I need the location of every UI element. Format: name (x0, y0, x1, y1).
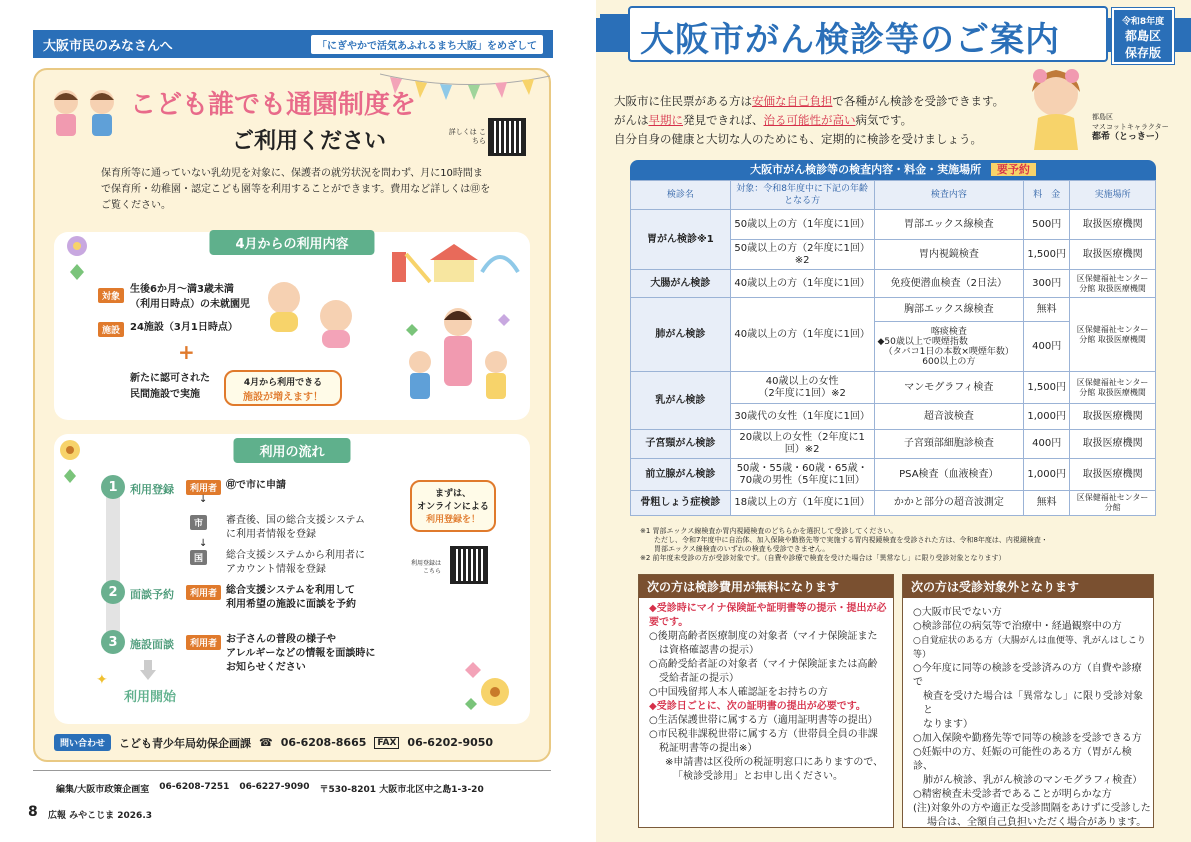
target-text-1: 生後6か月～満3歳未満 (130, 284, 234, 295)
intro-2c: 発見できれば、 (683, 113, 764, 127)
prostate-target-1: 50歳・55歳・60歳・65歳・ (736, 462, 868, 474)
usage-section-title: 4月からの利用内容 (209, 230, 374, 255)
year-badge (1112, 8, 1174, 64)
step-3-label: 施設面談 (130, 638, 174, 651)
sunflower-icon (56, 436, 86, 486)
bone-price: 無料 (1024, 491, 1070, 516)
flow-track (106, 486, 120, 646)
facility-tag: 施設 (98, 322, 124, 337)
free-heading-1: ◆受診時にマイナ保険証や証明書等の提示・提出が必要です。 (649, 603, 887, 628)
step-1-number: 1 (101, 475, 125, 499)
nursery-title-2: ご利用ください (232, 129, 387, 154)
flowers-decoration (455, 650, 525, 720)
cervix-name: 子宮頸がん検診 (631, 430, 731, 459)
stomach-target-2: 50歳以上の方（2年度に1回）※2 (730, 240, 874, 270)
qr-code[interactable] (488, 118, 526, 156)
colon-price: 300円 (1024, 270, 1070, 298)
free-item-5b: 税証明書等の提出※） (659, 743, 758, 754)
colon-name: 大腸がん検診 (631, 270, 731, 298)
step-2-label: 面談予約 (130, 588, 174, 601)
gov-text-1: 総合支援システムから利用者に (226, 550, 365, 561)
prostate-place: 取扱医療機関 (1070, 459, 1156, 491)
left-header-slogan: 「にぎやかで活気あふれるまち大阪」をめざして (311, 35, 543, 54)
excluded-box (902, 574, 1154, 828)
new-facility-text-1: 新たに認可された (130, 373, 210, 384)
lung-place: 区保健福祉センター分館 取扱医療機関 (1070, 298, 1156, 372)
stomach-target-1: 50歳以上の方（1年度に1回） (730, 210, 874, 240)
table-title-text: 大阪市がん検診等の検査内容・料金・実施場所 (750, 163, 982, 176)
step-1-label: 利用登録 (130, 483, 174, 496)
qr-label: 詳しくは こちら (448, 128, 486, 145)
cervix-content: 子宮頸部細胞診検査 (874, 430, 1024, 459)
col-content: 検査内容 (874, 181, 1024, 210)
step-2-role: 利用者 (186, 585, 221, 600)
free-note-2: 「検診受診用」とお申し出ください。 (673, 771, 843, 782)
free-box (638, 574, 894, 828)
excl-item-5: ○加入保険や勤務先等で同等の検診を受診できる方 (913, 733, 1142, 744)
mascot-caption (1092, 112, 1169, 142)
excl-item-7: ○精密検査未受診者であることが明らかな方 (913, 789, 1112, 800)
fax-icon: FAX (374, 737, 399, 749)
arrow-1: ↓ (199, 494, 208, 505)
title-band-stripe (600, 14, 628, 20)
intro-1c: で各種がん検診を受診できます。 (832, 94, 1005, 108)
footer-rule (33, 770, 551, 771)
table-title (630, 160, 1156, 180)
step-2-number: 2 (101, 580, 125, 604)
intro-2b: 早期に (648, 113, 683, 127)
screening-table (630, 180, 1156, 516)
stomach-content-1: 胃部エックス線検査 (874, 210, 1024, 240)
col-price: 料 金 (1024, 181, 1070, 210)
sparkle-icon: ✦ (96, 672, 108, 688)
prostate-target (730, 459, 874, 491)
magazine-name: 広報 みやこじま 2026.3 (48, 811, 152, 821)
mascot-name: 都希（とっきー） (1092, 132, 1164, 142)
online-bubble-3: 利用登録を！ (425, 515, 480, 525)
excl-note-1: (注)対象外の方や適正な受診間隔をあけずに受診した (913, 803, 1151, 814)
step-2-text-2: 利用希望の施設に面談を予約 (226, 599, 356, 610)
online-bubble (410, 480, 496, 532)
breast-content-2: 超音波検査 (874, 404, 1024, 430)
target-tag: 対象 (98, 288, 124, 303)
col-name: 検診名 (631, 181, 731, 210)
stomach-place-1: 取扱医療機関 (1070, 210, 1156, 240)
free-item-2a: ○高齢受給者証の対象者（マイナ保険証または高齢 (649, 659, 878, 670)
free-heading-2: ◆受診日ごとに、次の証明書の提出が必要です。 (649, 701, 866, 712)
sputum-test: 喀痰検査 (930, 326, 967, 337)
kids-illustration (46, 86, 126, 138)
table-row (631, 372, 1156, 404)
increase-bubble-1: 4月から利用できる (243, 378, 323, 388)
breast-price-2: 1,000円 (1024, 404, 1070, 430)
step-3-text-3: お知らせください (226, 662, 306, 673)
bone-target: 18歳以上の方（1年度に1回） (730, 491, 874, 516)
excl-note-2: 場合は、全額自己負担いただく場合があります。 (927, 817, 1147, 828)
breast-price-1: 1,500円 (1024, 372, 1070, 404)
increase-bubble-2: 施設が増えます！ (243, 392, 323, 403)
family-illustration (398, 300, 518, 410)
note-1a: ※1 胃部エックス線検査か胃内視鏡検査のどちらかを選択して受診してください。 (640, 527, 898, 535)
table-header-row (631, 181, 1156, 210)
breast-target-1b: （2年度に1回）※2 (758, 387, 846, 399)
table-row (631, 270, 1156, 298)
badge-ward: 都島区 (1124, 29, 1161, 43)
flower-icon (62, 232, 92, 292)
gov-role: 国 (190, 550, 207, 565)
lung-price-2: 400円 (1024, 322, 1070, 372)
footer-editor: 編集/大阪市政策企画室 (56, 785, 150, 795)
cervix-price: 400円 (1024, 430, 1070, 459)
col-target: 対象：令和8年度中に下記の年齢となる方 (730, 181, 874, 210)
nursery-intro: 保育所等に通っていない乳幼児を対象に、保護者の就労状況を問わず、月に10時間まで保育所・幼稚園・認定こども園等を利用することができます。費用など詳しくは㊞をご覧ください。 (101, 168, 491, 211)
note-1b: ただし、令和7年度中に自治体、加入保険や勤務先等で実施する胃内視鏡検査を受診された方は、令和8年度は、内視鏡検査・ (654, 536, 1048, 544)
note-2: ※2 前年度未受診の方が受診対象です。（自費や診療で検査を受けた場合は「異常なし」に限り受診対象となります） (640, 554, 1006, 562)
free-note-1: ※申請書は区役所の税証明窓口にありますので、 (665, 757, 884, 768)
table-row (631, 298, 1156, 322)
breast-target-2: 30歳代の女性（1年度に1回） (730, 404, 874, 430)
stomach-price-1: 500円 (1024, 210, 1070, 240)
free-item-2b: 受給者証の提示） (659, 673, 739, 684)
cancer-intro (614, 92, 1004, 149)
colon-content: 免疫便潜血検査（2日法） (874, 270, 1024, 298)
note-1c: 胃部エックス線検査のいずれの検査も受診できません。 (654, 545, 830, 553)
breast-name: 乳がん検診 (631, 372, 731, 430)
contact-label: 問い合わせ (54, 734, 111, 751)
cervix-place: 取扱医療機関 (1070, 430, 1156, 459)
start-label: 利用開始 (124, 690, 177, 705)
free-item-5a: ○市民税非課税世帯に属する方（世帯員全員の非課 (649, 729, 878, 740)
intro-2e: 病気です。 (855, 113, 913, 127)
step-2-text-1: 総合支援システムを利用して (226, 585, 355, 596)
reservation-badge: 要予約 (991, 163, 1036, 176)
mascot-role: マスコットキャラクター (1092, 123, 1169, 131)
excl-item-4c: なります） (923, 719, 973, 730)
bone-place: 区保健福祉センター分館 (1070, 491, 1156, 516)
lung-price-1: 無料 (1024, 298, 1070, 322)
arrow-2: ↓ (199, 538, 208, 549)
badge-year: 令和8年度 (1121, 17, 1165, 27)
intro-2a: がんは (614, 113, 649, 127)
step-3-role: 利用者 (186, 635, 221, 650)
left-header-title: 大阪市民のみなさんへ (43, 38, 173, 54)
table-notes (640, 527, 1160, 563)
badge-keep: 保存版 (1124, 46, 1161, 60)
cervix-target: 20歳以上の女性（2年度に1回）※2 (730, 430, 874, 459)
col-place: 実施場所 (1070, 181, 1156, 210)
babies-illustration (262, 276, 362, 356)
step-3-text-1: お子さんの普段の様子や (226, 634, 336, 645)
cancer-title: 大阪市がん検診等のご案内 (640, 20, 1060, 60)
mascot-ward: 都島区 (1092, 113, 1113, 121)
breast-content-1: マンモグラフィ検査 (874, 372, 1024, 404)
smoking-formula: （タバコ1日の本数×喫煙年数） (883, 346, 1014, 357)
breast-target-1 (730, 372, 874, 404)
page-number: 8 (28, 804, 38, 820)
new-facility-text-2: 民間施設で実施 (130, 389, 200, 400)
qr-code-registration[interactable] (450, 546, 488, 584)
footer-address: 〒530-8201 大阪市北区中之島1-3-20 (319, 785, 484, 795)
target-text-2: （利用日時点）の未就園児 (130, 299, 250, 310)
excl-item-4b: 検査を受けた場合は「異常なし」に限り受診対象と (923, 691, 1143, 716)
excl-item-4a: ○今年度に同等の検診を受診済みの方（自費や診療で (913, 663, 1142, 688)
free-item-1b: は資格確認書の提示） (659, 645, 759, 656)
step-1-role: 利用者 (186, 480, 221, 495)
stomach-content-2: 胃内視鏡検査 (874, 240, 1024, 270)
breast-place-2: 取扱医療機関 (1070, 404, 1156, 430)
footer-tel: 06-6208-7251 (159, 782, 230, 792)
footer-info (56, 782, 484, 795)
lung-content-1: 胸部エックス線検査 (874, 298, 1024, 322)
prostate-content: PSA検査（血液検査） (874, 459, 1024, 491)
contact-org: こども青少年局幼保企画課 (119, 736, 252, 750)
left-header (33, 30, 553, 58)
increase-bubble (224, 370, 342, 406)
breast-target-1a: 40歳以上の女性 (765, 375, 839, 387)
intro-3: 自分自身の健康と大切な人のためにも、定期的に検診を受けましょう。 (614, 132, 982, 146)
table-row (631, 430, 1156, 459)
contact-tel[interactable]: 06-6208-8665 (280, 736, 367, 749)
lung-name: 肺がん検診 (631, 298, 731, 372)
phone-icon: ☎ (259, 736, 273, 749)
contact-bar (54, 734, 493, 751)
facility-text: 24施設（3月1日時点） (130, 322, 238, 333)
free-item-1a: ○後期高齢者医療制度の対象者（マイナ保険証また (649, 631, 878, 642)
bone-content: かかと部分の超音波測定 (874, 491, 1024, 516)
playground-illustration (390, 242, 520, 288)
prostate-price: 1,000円 (1024, 459, 1070, 491)
colon-target: 40歳以上の方（1年度に1回） (730, 270, 874, 298)
excluded-box-title: 次の方は受診対象外となります (903, 575, 1153, 598)
excl-item-6b: 肺がん検診、乳がん検診のマンモグラフィ検査） (923, 775, 1143, 786)
free-box-title: 次の方は検診費用が無料になります (639, 575, 893, 598)
intro-1a: 大阪市に住民票がある方は (614, 94, 752, 108)
online-bubble-2: オンラインによる (417, 502, 489, 512)
city-text-2: に利用者情報を登録 (226, 529, 316, 540)
breast-place-1: 区保健福祉センター分館 取扱医療機関 (1070, 372, 1156, 404)
nursery-title-1: こども誰でも通園制度を (130, 90, 417, 120)
excl-item-6a: ○妊娠中の方、妊娠の可能性のある方（胃がん検診、 (913, 747, 1132, 772)
free-item-4: ○生活保護世帯に属する方（適用証明書等の提出） (649, 715, 878, 726)
intro-1b: 安価な自己負担 (752, 94, 833, 108)
prostate-target-2: 70歳の男性（5年度に1回） (739, 474, 865, 486)
lung-target: 40歳以上の方（1年度に1回） (730, 298, 874, 372)
city-text-1: 審査後、国の総合支援システム (226, 515, 365, 526)
excl-item-1: ○大阪市民でない方 (913, 607, 1002, 618)
prostate-name: 前立腺がん検診 (631, 459, 731, 491)
bone-name: 骨粗しょう症検診 (631, 491, 731, 516)
step-3-number: 3 (101, 630, 125, 654)
plus-sign: + (178, 340, 195, 364)
footer-fax: 06-6227-9090 (239, 782, 310, 792)
city-role: 市 (190, 515, 207, 530)
stomach-price-2: 1,500円 (1024, 240, 1070, 270)
smoking-index: ◆50歳以上で喫煙指数 (877, 336, 968, 347)
table-row (631, 459, 1156, 491)
stomach-place-2: 取扱医療機関 (1070, 240, 1156, 270)
gov-text-2: アカウント情報を登録 (226, 564, 326, 575)
colon-place: 区保健福祉センター分館 取扱医療機関 (1070, 270, 1156, 298)
qr2-label: 利用登録は こちら (410, 560, 441, 575)
free-item-3: ○中国残留邦人本人確認証をお持ちの方 (649, 687, 828, 698)
step-3-text-2: アレルギーなどの情報を面談時に (226, 648, 376, 659)
online-bubble-1: まずは、 (434, 489, 471, 499)
stomach-name: 胃がん検診※1 (631, 210, 731, 270)
table-row (631, 491, 1156, 516)
smoking-threshold: 600以上の方 (922, 356, 976, 367)
table-row (631, 210, 1156, 240)
flow-section-title: 利用の流れ (233, 438, 350, 463)
target-row (98, 284, 124, 303)
step-1-text: ㊞で市に申請 (226, 480, 286, 491)
excl-item-2: ○検診部位の病気等で治療中・経過観察中の方 (913, 621, 1122, 632)
lung-content-2 (874, 322, 1024, 372)
intro-2d: 治る可能性が高い (763, 113, 856, 127)
excl-item-3: ○自覚症状のある方（大腸がんは血便等、乳がんはしこり等） (913, 636, 1146, 660)
contact-fax: 06-6202-9050 (407, 736, 494, 749)
mascot-illustration (1018, 62, 1094, 152)
